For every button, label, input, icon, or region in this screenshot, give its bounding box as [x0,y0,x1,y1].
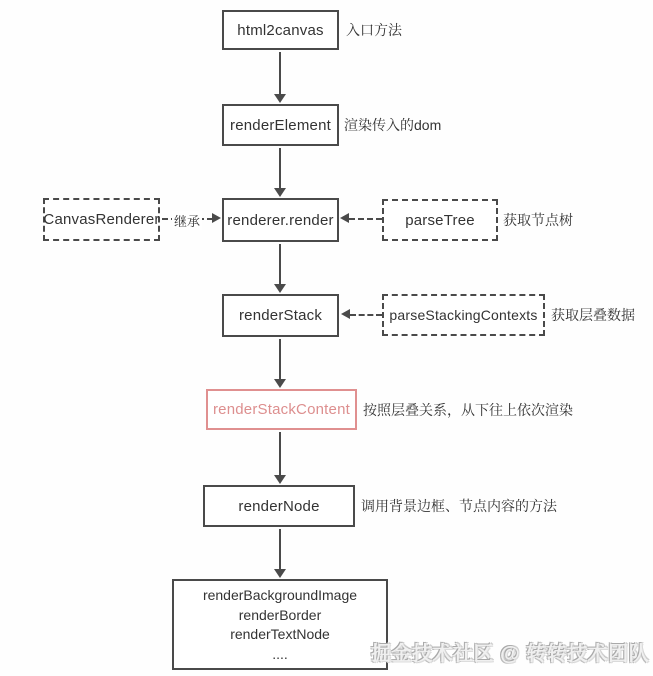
arrow-line-4 [279,339,281,380]
watermark-text: 掘金技术社区 @ 转转技术团队 [371,643,650,665]
node-canvasrenderer [43,198,160,241]
annotation-renderelement: 渲染传入的dom [344,117,442,133]
node-html2canvas [222,10,339,50]
node-renderer-render-label: renderer.render [227,211,334,229]
node-rendernode-label: renderNode [238,497,320,515]
node-renderstack-label: renderStack [238,307,323,324]
node-render-methods [172,579,388,670]
arrow-line-1 [279,52,281,95]
render-methods-line-2: renderBorder [238,606,322,623]
arrow-line-5 [279,432,281,476]
inherit-edge-label: 继承 [172,211,202,230]
parsetree-arrow-head [340,213,349,223]
arrow-line-3 [279,244,281,285]
node-renderstackcontent [206,389,357,430]
render-methods-line-1: renderBackgroundImage [202,586,358,603]
node-renderer-render [222,198,339,242]
arrow-head-1 [274,94,286,103]
annotation-html2canvas: 入口方法 [346,22,402,38]
node-rendernode [203,485,355,527]
arrow-head-4 [274,379,286,388]
arrow-head-2 [274,188,286,197]
node-canvasrenderer-label: CanvasRenderer [43,211,160,228]
annotation-renderstackcontent: 按照层叠关系，从下往上依次渲染 [363,401,573,418]
annotation-parsestackingcontexts: 获取层叠数据 [551,307,635,323]
parsetree-dashed-line [349,218,382,220]
arrow-head-6 [274,569,286,578]
parsestacking-arrow-head [341,309,350,319]
arrow-line-6 [279,529,281,570]
node-parsestackingcontexts-label: parseStackingContexts [389,307,538,323]
node-html2canvas-label: html2canvas [237,21,324,39]
inherit-arrow-head [212,213,221,223]
arrow-head-5 [274,475,286,484]
node-renderstackcontent-label: renderStackContent [212,401,350,418]
render-methods-line-3: renderTextNode [230,626,330,643]
node-renderstack [222,294,339,337]
node-parsetree [382,199,498,241]
node-parsestackingcontexts [382,294,545,336]
node-renderelement-label: renderElement [230,116,331,134]
render-methods-line-4: .... [272,646,288,663]
parsestacking-dashed-line [350,314,382,316]
node-renderelement [222,104,339,146]
node-parsetree-label: parseTree [405,211,475,229]
annotation-rendernode: 调用背景边框、节点内容的方法 [361,498,557,514]
annotation-parsetree: 获取节点树 [503,212,573,228]
arrow-head-3 [274,284,286,293]
arrow-line-2 [279,148,281,189]
